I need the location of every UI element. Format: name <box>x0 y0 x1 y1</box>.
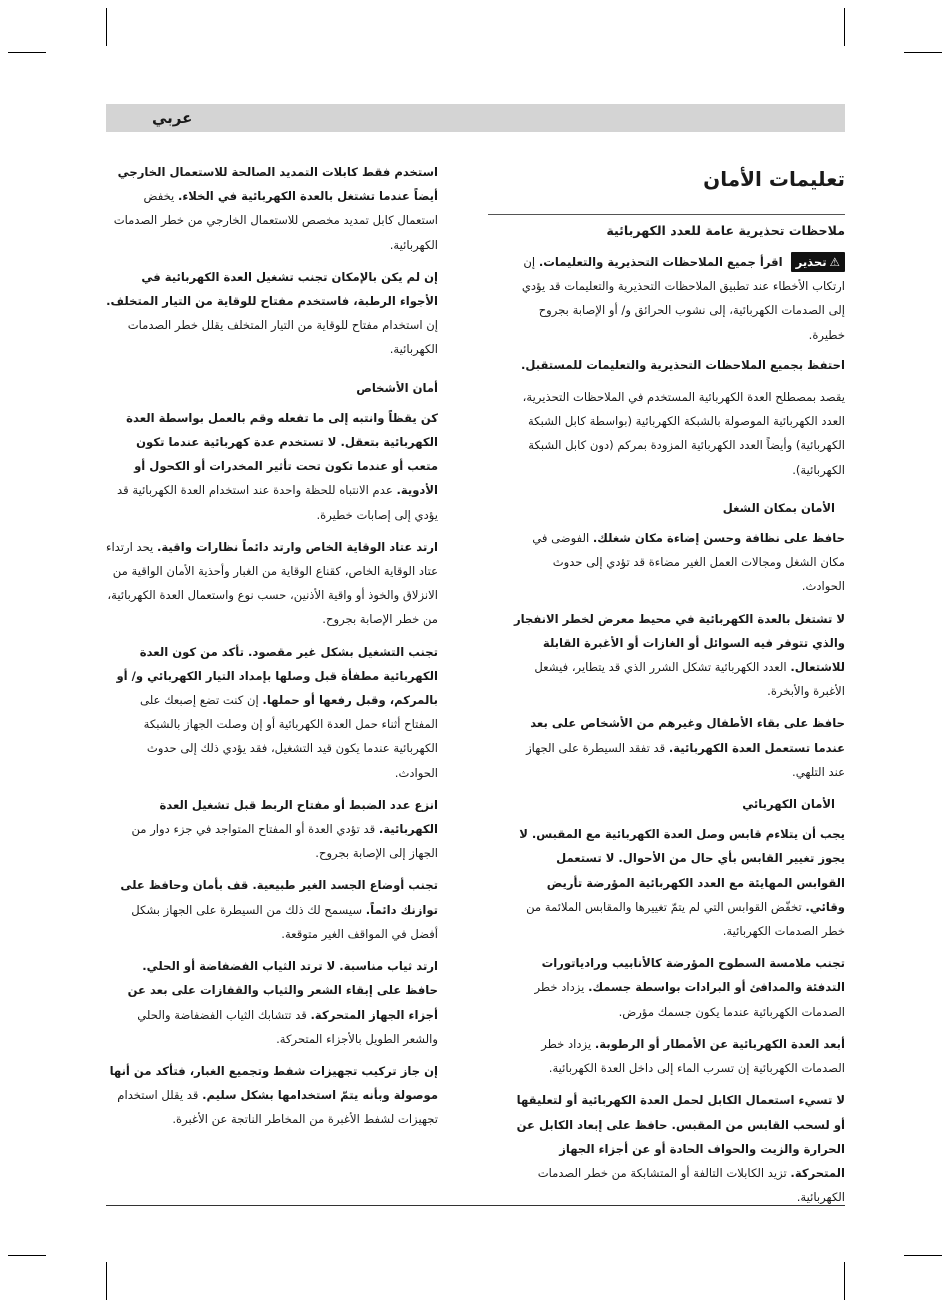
definition-paragraph: يقصد بمصطلح العدة الكهربائية المستخدم في الملاحظات التحذيرية، العدد الكهربائية الموصولة بالشبكة الكهربائية (بواسطة كابل الشبكة الكهربائية) وأيضاً العدد الكهربائية المزودة بمركم (دون كابل الشبكة الكهربائية). <box>522 390 845 477</box>
safety-item-text: تزيد الكابلات التالفة أو المتشابكة من خطر الصدمات الكهربائية. <box>537 1165 845 1205</box>
safety-item-bold: تجنب ملامسة السطوح المؤرضة كالأنابيب ورادياتورات التدفئة والمدافئ أو البرادات بواسطة جسمك. <box>541 956 845 995</box>
language-label: عربي <box>152 109 193 127</box>
crop-mark <box>8 1255 46 1256</box>
safety-item-text: عدم الانتباه للحظة واحدة عند استخدام العدة الكهربائية قد يؤدي إلى إصابات خطيرة. <box>117 483 438 522</box>
safety-item <box>510 526 845 599</box>
keep-instructions <box>510 353 845 377</box>
safety-item-text: يخفض استعمال كابل تمديد مخصص للاستعمال الخارجي من خطر الصدمات الكهربائية. <box>113 189 438 252</box>
warning-triangle-icon: ⚠ <box>829 255 840 269</box>
section-divider <box>488 214 845 215</box>
right-column <box>488 160 845 1217</box>
safety-item-bold: كن يقظاً وانتبه إلى ما تفعله وقم بالعمل بواسطة العدة الكهربائية بتعقل. لا تستخدم عدة كهربائية عندما تكون متعب أو عندما تكون تحت تأثير المخدرات أو الكحول أو الأدوية. <box>126 410 438 498</box>
safety-item-bold: يجب أن يتلاءم قابس وصل العدة الكهربائية مع المقبس. لا يجوز تغيير القابس بأي حال من الأحوال. لا تستعمل القوابس المهايئة مع العدد الكهربائية المؤرضة تأريض وقائي. <box>519 827 845 914</box>
workplace-safety-heading: الأمان بمكان الشغل <box>722 500 835 515</box>
footer-divider <box>106 1205 845 1206</box>
safety-item <box>510 711 845 784</box>
page-title: تعليمات الأمان <box>703 167 845 191</box>
safety-item <box>106 406 438 527</box>
safety-item <box>106 535 438 632</box>
crop-mark <box>904 52 942 53</box>
safety-item-text: قد تفقد السيطرة على الجهاز عند التلهي. <box>526 740 845 779</box>
crop-mark <box>8 52 46 53</box>
safety-item-bold: استخدم فقط كابلات التمديد الصالحة للاستعمال الخارجي أيضاً عندما تشتغل بالعدة الكهربائية في الخلاء. <box>117 165 438 204</box>
language-header-bar <box>106 104 845 132</box>
crop-mark <box>904 1255 942 1256</box>
safety-item-bold: إن جاز تركيب تجهيزات شفط وتجميع الغبار، فتأكد من أنها موصولة وبأنه يتمّ استخدامها بشكل سليم. <box>109 1063 438 1103</box>
crop-mark <box>844 8 845 46</box>
crop-mark <box>106 1262 107 1300</box>
safety-item-bold: إن لم يكن بالإمكان تجنب تشغيل العدة الكهربائية في الأجواء الرطبة، فاستخدم مفتاح للوقاية من التيار المتخلف. <box>106 269 438 309</box>
personal-safety-list <box>106 406 438 1132</box>
electrical-safety-list-continued <box>106 160 438 362</box>
safety-item-bold: لا تسيء استعمال الكابل لحمل العدة الكهربائية أو لتعليقها أو لسحب القابس من المقبس. حافظ على إبعاد الكابل عن الحرارة والزيت والحواف الحادة أو عن أجزاء الجهاز المتحركة. <box>516 1093 845 1180</box>
safety-item-bold: ارتد ثياب مناسبة. لا ترتد الثياب الفضفاضة أو الحلي. حافظ على إبقاء الشعر والثياب والقفازات على بعد عن أجزاء الجهاز المتحركة. <box>127 959 438 1022</box>
safety-item <box>106 1059 438 1132</box>
safety-item <box>106 160 438 257</box>
safety-item-text: تخفّض القوابس التي لم يتمّ تغييرها والمقابس الملائمة من خطر الصدمات الكهربائية. <box>526 899 845 939</box>
safety-item-bold: حافظ على بقاء الأطفال وغيرهم من الأشخاص على بعد عندما تستعمل العدة الكهربائية. <box>530 716 845 755</box>
safety-item-bold: انزع عدد الضبط أو مفتاح الربط قبل تشغيل العدة الكهربائية. <box>159 797 438 837</box>
warning-label: تحذير <box>795 255 827 269</box>
safety-item <box>106 640 438 785</box>
safety-item <box>510 822 845 943</box>
safety-item <box>510 951 845 1024</box>
safety-item <box>510 607 845 704</box>
safety-item-bold: أبعد العدة الكهربائية عن الأمطار أو الرطوبة. <box>594 1036 845 1051</box>
safety-item-bold: لا تشتغل بالعدة الكهربائية في محيط معرض لخطر الانفجار والذي تتوفر فيه السوائل أو الغازات أو الأغبرة القابلة للاشتعال. <box>513 611 845 675</box>
safety-item-text: سيسمح لك ذلك من السيطرة على الجهاز بشكل أفضل في المواقف الغير متوقعة. <box>131 902 438 941</box>
safety-item-bold: تجنب أوضاع الجسد الغير طبيعية. قف بأمان وحافظ على توازنك دائماً. <box>120 878 438 917</box>
safety-item <box>106 265 438 362</box>
safety-item <box>510 1032 845 1080</box>
safety-item-text: يحد ارتداء عتاد الوقاية الخاص، كقناع الوقاية من الغبار وأحذية الأمان الواقية من الانزلاق والخوذ أو واقية الأذنين، حسب نوع واستعمال العدة الكهربائية، من خطر الإصابة بجروح. <box>106 539 438 627</box>
personal-safety-heading: أمان الأشخاص <box>356 380 438 395</box>
safety-item <box>106 873 438 946</box>
crop-mark <box>844 1262 845 1300</box>
electrical-safety-heading: الأمان الكهربائي <box>742 797 835 812</box>
warning-bold-text: اقرأ جميع الملاحظات التحذيرية والتعليمات. <box>538 255 783 269</box>
safety-item-bold: حافظ على نظافة وحسن إضاءة مكان شغلك. <box>592 531 845 546</box>
safety-item-text: العدد الكهربائية تشكل الشرر الذي قد يتطاير، فيشعل الأغبرة والأبخرة. <box>534 660 845 699</box>
workplace-safety-list <box>488 526 845 784</box>
crop-mark <box>106 8 107 46</box>
safety-item-text: قد تتشابك الثياب الفضفاضة والحلي والشعر الطويل بالأجزاء المتحركة. <box>137 1007 438 1046</box>
warning-paragraph <box>510 250 845 347</box>
safety-item-bold: ارتد عتاد الوقاية الخاص وارتد دائماً نظارات واقية. <box>156 539 438 554</box>
safety-item-text: قد يقلل استخدام تجهيزات لشفط الأغبرة من المخاطر الناتجة عن الأغبرة. <box>117 1088 438 1127</box>
safety-item <box>510 1088 845 1209</box>
section-title: ملاحظات تحذيرية عامة للعدد الكهربائية <box>606 223 845 238</box>
warning-badge <box>791 252 845 272</box>
safety-item-text: إن استخدام مفتاح للوقاية من التيار المتخلف يقلل خطر الصدمات الكهربائية. <box>127 318 438 357</box>
left-column <box>106 160 438 1140</box>
safety-item-text: الفوضى في مكان الشغل ومجالات العمل الغير مضاءة قد تؤدي إلى حدوث الحوادث. <box>532 531 845 594</box>
safety-item-text: إن كنت تضع إصبعك على المفتاح أثناء حمل العدة الكهربائية أو إن وصلت الجهاز بالشبكة الكهربائية عندما يكون قيد التشغيل، فقد يؤدي ذلك إلى حدوث الحوادث. <box>140 693 438 780</box>
keep-instructions-text: احتفظ بجميع الملاحظات التحذيرية والتعليمات للمستقبل. <box>520 357 845 372</box>
safety-item-text: يزداد خطر الصدمات الكهربائية إن تسرب الماء إلى داخل العدة الكهربائية. <box>541 1036 845 1076</box>
electrical-safety-list <box>488 822 845 1209</box>
safety-item <box>106 793 438 866</box>
safety-item-text: يزداد خطر الصدمات الكهربائية عندما يكون جسمك مؤرض. <box>534 980 845 1019</box>
safety-item-text: قد تؤدي العدة أو المفتاح المتواجد في جزء دوار من الجهاز إلى الإصابة بجروح. <box>131 822 438 861</box>
warning-text: إن ارتكاب الأخطاء عند تطبيق الملاحظات التحذيرية والتعليمات قد يؤدي إلى الصدمات الكهربائية، إلى نشوب الحرائق و/ أو الإصابة بجروح خطيرة. <box>521 255 845 342</box>
safety-item-bold: تجنب التشغيل بشكل غير مقصود. تأكد من كون العدة الكهربائية مطفأة قبل وصلها بإمداد التيار الكهربائي و/ أو بالمركم، وقبل رفعها أو حملها. <box>116 644 438 708</box>
safety-item <box>106 954 438 1051</box>
